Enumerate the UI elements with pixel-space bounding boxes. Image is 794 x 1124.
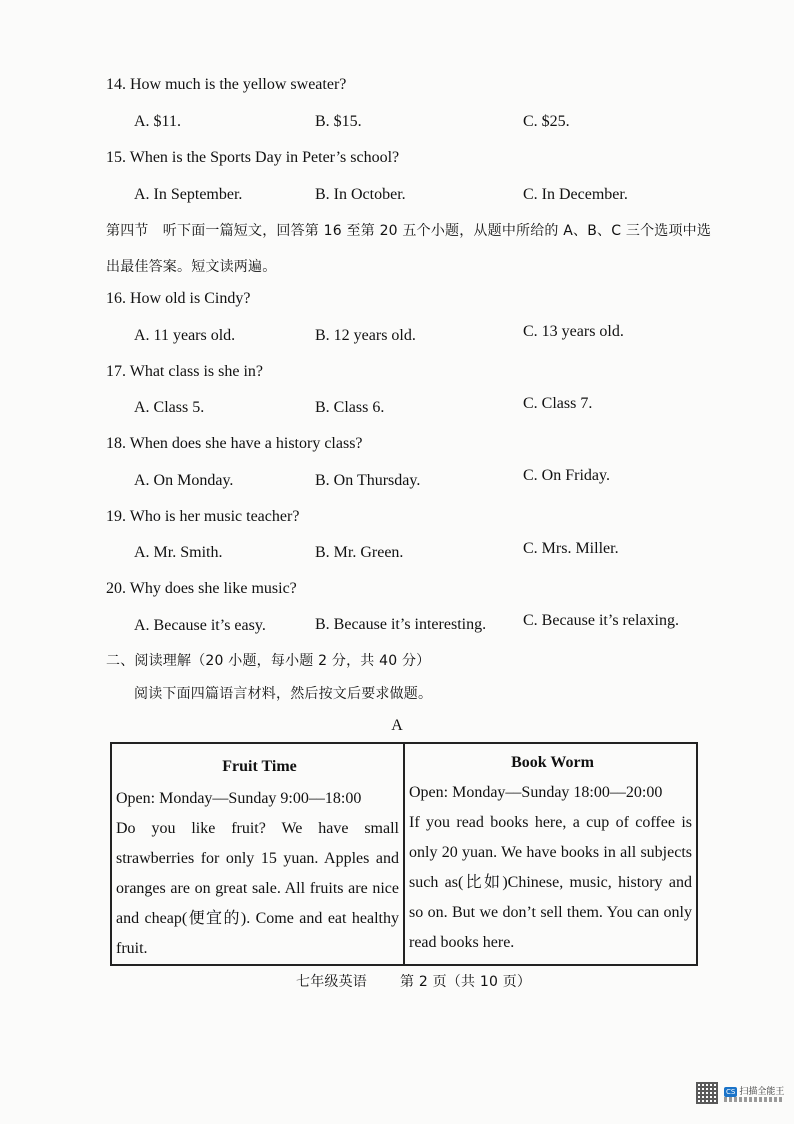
ad-title: Fruit Time — [222, 758, 297, 775]
scanner-watermark — [724, 1084, 784, 1097]
footer-page-number: 第 2 页（共 10 页） — [400, 974, 532, 990]
question-15-stem: 15. When is the Sports Day in Peter’s school? — [106, 149, 400, 166]
ad-hours: Open: Monday––Sunday 9:00––18:00 — [116, 790, 362, 807]
question-18-option-b: B. On Thursday. — [315, 472, 421, 489]
question-19-option-a: A. Mr. Smith. — [134, 544, 223, 561]
qr-code-icon — [696, 1082, 718, 1104]
section-4-instruction-line-1: 第四节 听下面一篇短文，回答第 16 至第 20 五个小题，从题中所给的 A、B、C 三个选项中选 — [106, 223, 712, 239]
question-19-option-b: B. Mr. Green. — [315, 544, 404, 561]
question-20-stem: 20. Why does she like music? — [106, 580, 297, 597]
footer-subject: 七年级英语 — [296, 974, 367, 990]
question-14-option-b: B. $15. — [315, 113, 362, 130]
section-4-instruction-line-2: 出最佳答案。短文读两遍。 — [106, 259, 277, 275]
question-14-option-c: C. $25. — [523, 113, 570, 130]
ad-book-worm — [403, 744, 696, 964]
scanner-logo-icon: CS — [726, 1088, 736, 1096]
question-16-option-a: A. 11 years old. — [134, 327, 236, 344]
passage-label: A — [391, 717, 403, 734]
ad-title: Book Worm — [511, 754, 594, 771]
ads-table — [110, 742, 698, 966]
scanner-watermark-subtext — [724, 1097, 782, 1102]
question-16-option-c: C. 13 years old. — [523, 323, 624, 340]
part-2-heading: 二、阅读理解（20 小题，每小题 2 分，共 40 分） — [106, 653, 431, 669]
question-14-option-a: A. $11. — [134, 113, 181, 130]
question-18-option-c: C. On Friday. — [523, 467, 610, 484]
question-18-option-a: A. On Monday. — [134, 472, 234, 489]
question-17-option-b: B. Class 6. — [315, 399, 385, 416]
question-14-stem: 14. How much is the yellow sweater? — [106, 76, 347, 93]
question-20-option-a: A. Because it’s easy. — [134, 617, 266, 634]
ad-fruit-time — [112, 744, 403, 964]
question-17-option-a: A. Class 5. — [134, 399, 205, 416]
question-20-option-c: C. Because it’s relaxing. — [523, 612, 679, 629]
question-18-stem: 18. When does she have a history class? — [106, 435, 363, 452]
question-20-option-b: B. Because it’s interesting. — [315, 616, 487, 633]
question-16-stem: 16. How old is Cindy? — [106, 290, 251, 307]
question-15-option-c: C. In December. — [523, 186, 628, 203]
part-2-instruction: 阅读下面四篇语言材料，然后按文后要求做题。 — [134, 686, 433, 702]
scanner-brand-name: 扫描全能王 — [739, 1087, 785, 1097]
ad-hours: Open: Monday––Sunday 18:00––20:00 — [409, 784, 663, 801]
ad-body: Do you like fruit? We have small strawberries for only 15 yuan. Apples and oranges are on great sale. All fruits are nice and cheap(便宜的). Come and eat healthy fruit. — [116, 820, 399, 957]
question-19-stem: 19. Who is her music teacher? — [106, 508, 300, 525]
question-16-option-b: B. 12 years old. — [315, 327, 416, 344]
ad-body: If you read books here, a cup of coffee is only 20 yuan. We have books in all subjects such as(比如)Chinese, music, history and so on. But we don’t sell them. You can only read books here. — [409, 814, 692, 951]
question-17-option-c: C. Class 7. — [523, 395, 593, 412]
question-15-option-a: A. In September. — [134, 186, 243, 203]
question-19-option-c: C. Mrs. Miller. — [523, 540, 619, 557]
question-17-stem: 17. What class is she in? — [106, 363, 264, 380]
question-15-option-b: B. In October. — [315, 186, 406, 203]
